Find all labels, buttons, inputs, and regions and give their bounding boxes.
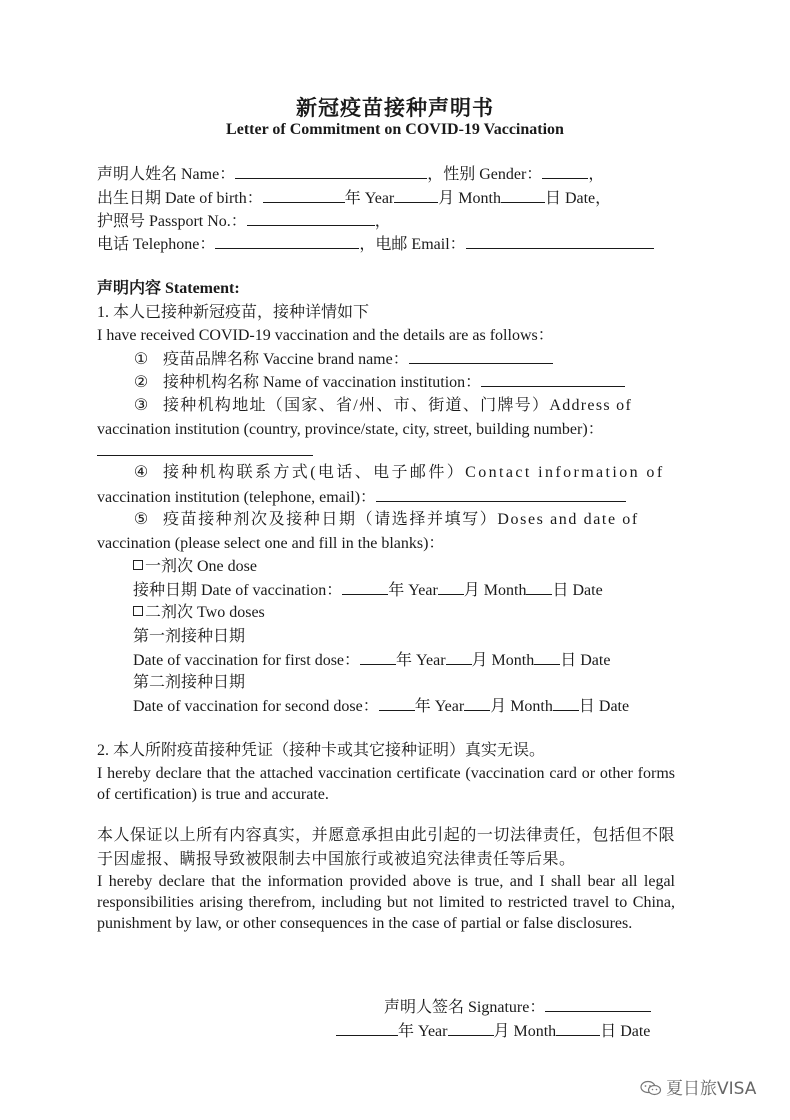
passport-line (97, 210, 391, 233)
second-dose-month-label: 月 Month (490, 698, 553, 715)
dob-year-label: 年 Year (344, 190, 395, 207)
address-label-a: 接种机构地址（国家、省/州、市、街道、门牌号）Address of (163, 397, 633, 414)
dob-month-field[interactable] (394, 187, 438, 203)
two-doses-label: 二剂次 Two doses (145, 604, 265, 621)
guarantee-en: I hereby declare that the information provided above is true, and I shall bear all legal responsibilities arising therefrom, including but not limited to restricted travel to China, punishment by law, or other consequences in the case of partial or false disclosures. (97, 873, 675, 932)
item1-en: I have received COVID-19 vaccination and the details are as follows： (97, 327, 554, 344)
one-dose-day-field[interactable] (526, 579, 552, 595)
sub-item-brand (133, 348, 553, 371)
item2-cn: 2. 本人所附疫苗接种凭证（接种卡或其它接种证明）真实无误。 (97, 742, 546, 759)
circled-number-5: ⑤ (133, 511, 149, 528)
passport-end: ， (374, 213, 391, 230)
dob-day-field[interactable] (501, 187, 545, 203)
doses-label-a: 疫苗接种剂次及接种日期（请选择并填写）Doses and date of (163, 511, 639, 528)
sub-item-doses (133, 509, 639, 531)
one-dose-checkbox[interactable] (133, 560, 143, 570)
first-dose-day-label: 日 Date (560, 652, 611, 669)
wechat-icon (640, 1080, 662, 1096)
title-english: Letter of Commitment on COVID-19 Vaccination (226, 121, 564, 138)
institution-field[interactable] (481, 371, 625, 387)
contact-label-b: vaccination institution (telephone, email)： (97, 489, 377, 506)
one-dose-label: 一剂次 One dose (145, 558, 257, 575)
title-chinese: 新冠疫苗接种声明书 (296, 96, 494, 120)
second-dose-date-line (133, 695, 629, 718)
contact-label-a: 接种机构联系方式(电话、电子邮件）Contact information of (163, 464, 665, 481)
one-dose-year-field[interactable] (342, 579, 388, 595)
dob-year-field[interactable] (263, 187, 345, 203)
doses-label-b: vaccination (please select one and fill in the blanks)： (97, 535, 445, 552)
email-label: ，电邮 Email： (359, 236, 466, 253)
one-dose-date-label: 接种日期 Date of vaccination： (133, 582, 343, 599)
passport-field[interactable] (247, 210, 375, 226)
telephone-field[interactable] (215, 233, 359, 249)
second-dose-day-label: 日 Date (578, 698, 630, 715)
one-dose-date-line (133, 579, 603, 602)
dob-month-label: 月 Month (438, 190, 501, 207)
second-dose-label: Date of vaccination for second dose： (133, 698, 379, 715)
signature-year-label: 年 Year (398, 1023, 448, 1040)
gender-label: ，性别 Gender： (427, 166, 543, 183)
signature-day-label: 日 Date (600, 1023, 651, 1040)
signature-day-field[interactable] (556, 1020, 600, 1036)
first-dose-date-line (133, 649, 610, 672)
circled-number-4: ④ (133, 464, 149, 481)
dob-day-label: 日 Date， (544, 190, 612, 207)
second-dose-month-field[interactable] (464, 695, 490, 711)
first-dose-month-field[interactable] (446, 649, 472, 665)
watermark-text: 夏日旅VISA (666, 1079, 757, 1099)
second-dose-year-label: 年 Year (414, 698, 465, 715)
first-dose-cn: 第一剂接种日期 (133, 628, 246, 645)
institution-label: 接种机构名称 Name of vaccination institution： (163, 374, 482, 391)
address-label-b: vaccination institution (country, province/state, city, street, building number)： (97, 421, 604, 438)
two-doses-option[interactable] (133, 602, 265, 624)
guarantee-cn: 本人保证以上所有内容真实，并愿意承担由此引起的一切法律责任，包括但不限于因虚报、瞒报导致被限制去中国旅行或被追究法律责任等后果。 (97, 827, 675, 868)
statement-heading (97, 278, 240, 300)
second-dose-cn: 第二剂接种日期 (133, 674, 246, 691)
circled-number-3: ③ (133, 397, 149, 414)
statement-heading-en: Statement: (161, 280, 240, 297)
circled-number-2: ② (133, 374, 149, 391)
sub-item-address (133, 395, 675, 417)
brand-label: 疫苗品牌名称 Vaccine brand name： (163, 351, 409, 368)
email-field[interactable] (466, 233, 654, 249)
first-dose-month-label: 月 Month (471, 652, 535, 669)
one-dose-day-label: 日 Date (552, 582, 603, 599)
signature-year-field[interactable] (336, 1020, 398, 1036)
name-label: 声明人姓名 Name： (97, 166, 236, 183)
one-dose-option[interactable] (133, 556, 257, 578)
signature-month-field[interactable] (448, 1020, 494, 1036)
signature-month-label: 月 Month (493, 1023, 557, 1040)
signature-date-line (336, 1020, 650, 1043)
address-field[interactable] (97, 440, 313, 456)
one-dose-year-label: 年 Year (388, 582, 438, 599)
name-gender-line (97, 163, 604, 186)
second-dose-year-field[interactable] (379, 695, 415, 711)
two-doses-checkbox[interactable] (133, 606, 143, 616)
sub-item-contact (133, 462, 665, 484)
one-dose-month-field[interactable] (438, 579, 464, 595)
contact-line-b (97, 486, 626, 509)
first-dose-year-field[interactable] (360, 649, 396, 665)
signature-field[interactable] (545, 996, 651, 1012)
first-dose-day-field[interactable] (534, 649, 560, 665)
one-dose-month-label: 月 Month (463, 582, 527, 599)
institution-contact-field[interactable] (376, 486, 626, 502)
gender-field[interactable] (542, 163, 588, 179)
brand-field[interactable] (409, 348, 553, 364)
contact-line (97, 233, 654, 256)
first-dose-year-label: 年 Year (396, 652, 446, 669)
gender-end: ， (588, 166, 605, 183)
dob-label: 出生日期 Date of birth： (97, 190, 263, 207)
dob-line (97, 187, 611, 210)
telephone-label: 电话 Telephone： (97, 236, 216, 253)
statement-heading-cn: 声明内容 (97, 280, 162, 297)
passport-label: 护照号 Passport No.： (97, 213, 247, 230)
name-field[interactable] (235, 163, 427, 179)
item1-cn: 1. 本人已接种新冠疫苗，接种详情如下 (97, 304, 370, 321)
sub-item-institution (133, 371, 625, 394)
second-dose-day-field[interactable] (553, 695, 579, 711)
item2-en: I hereby declare that the attached vaccination certificate (vaccination card or other forms of certification) is true and accurate. (97, 765, 675, 803)
circled-number-1: ① (133, 351, 149, 368)
address-field-line (97, 440, 313, 463)
signature-label: 声明人签名 Signature： (384, 999, 546, 1016)
watermark (640, 1074, 756, 1099)
signature-line (384, 996, 651, 1019)
first-dose-label: Date of vaccination for first dose： (133, 652, 361, 669)
